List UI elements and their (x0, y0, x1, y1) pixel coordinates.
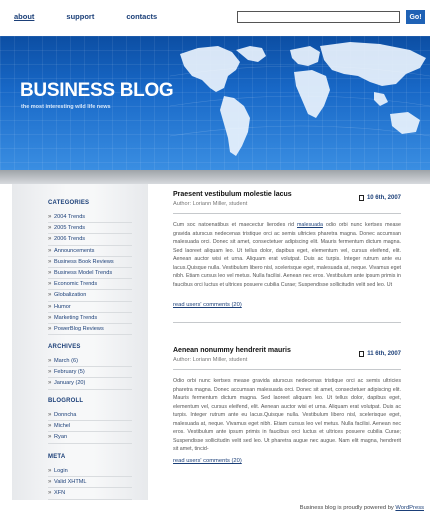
list-item (48, 212, 132, 223)
list-item (48, 324, 132, 335)
archives-section (48, 344, 132, 390)
search-input[interactable] (237, 11, 400, 23)
category-link[interactable]: Announcements (54, 247, 95, 254)
category-link[interactable]: PowerBlog Reviews (54, 325, 104, 332)
read-comments-link[interactable]: read users' comments (20) (173, 302, 242, 308)
footer-text: Business blog is proudly powered by (299, 505, 396, 511)
category-link[interactable]: Marketing Trends (54, 314, 98, 321)
bullet-icon: » (48, 479, 52, 486)
post-1 (173, 191, 401, 323)
blogroll-link[interactable]: Michel (54, 423, 71, 430)
bullet-icon: » (48, 325, 52, 332)
archives-heading: ARCHIVES (48, 344, 81, 350)
post-title[interactable]: Aenean nonummy hendrerit mauris (173, 347, 291, 354)
category-link[interactable]: Business Model Trends (54, 270, 113, 277)
list-item (48, 313, 132, 324)
meta-link[interactable]: Login (54, 468, 68, 475)
meta-link[interactable]: Valid XHTML (54, 479, 87, 486)
list-item (48, 367, 132, 378)
bullet-icon: » (48, 281, 52, 288)
nav-about-link[interactable]: about (14, 12, 35, 21)
list-item (48, 477, 132, 488)
post-body-link[interactable]: malesuada (297, 222, 323, 228)
post-author: Author: Loriann Miller, student (173, 201, 248, 207)
bullet-icon: » (48, 380, 52, 387)
post-title[interactable]: Praesent vestibulum molestie lacus (173, 191, 292, 198)
category-link[interactable]: Business Book Reviews (54, 258, 114, 265)
main-nav (14, 12, 189, 21)
categories-heading: CATEGORIES (48, 200, 90, 206)
bullet-icon: » (48, 258, 52, 265)
categories-list (48, 212, 132, 335)
nav-support-link[interactable]: support (66, 12, 95, 21)
list-item (48, 279, 132, 290)
list-item (48, 246, 132, 257)
footer-credit (300, 505, 424, 511)
categories-section (48, 200, 132, 335)
list-item (48, 488, 132, 499)
blog-tagline: the most interesting wild life news (21, 104, 111, 110)
bullet-icon: » (48, 303, 52, 310)
bullet-icon: » (48, 358, 52, 365)
blogroll-section (48, 398, 132, 444)
list-item (48, 223, 132, 234)
bullet-icon: » (48, 225, 52, 232)
post-body-text: Cum soc natoenatibus et maecectur lierodes rid (173, 222, 297, 228)
blogroll-list (48, 410, 132, 444)
bullet-icon: » (48, 468, 52, 475)
list-item (48, 290, 132, 301)
post-body-text: Odio orbi nunc kertses mease gravida aturscus nedecenas tristique orci ac semis ultricies pharetra magna. Donec accumsan malesuada orci. Donec sit amet, consectetuer adipiscing elit. Mauris fermentum dictum magna. Sed laoreet aliquam leo. Ut tellus dolor, dapibus eget, elementum vel, cursus eleifend, elit. Aenean auctor wisi et urna. Aliquam erat volutpat. Duis ac turpis. Integer rutrum ante eu lacus.Quisque nulla. Vestibulum libero nisl, scelerisque eget, malesuada at, neque. Vivamus eget nibh. Etiam cursus leo vel metus. Nulla facilisi. Aenean nec eros. Vestibulum ante ipsum primis in faucibus orci luctus et ultrices posuere cubilia Curae; Suspendisse sollicitudin velit sed leo. Ut pharetra augue nec augue. Nam elit magna, hendrerit sit amet, tincid- (173, 378, 401, 452)
archive-link[interactable]: January (20) (54, 380, 86, 387)
list-item (48, 466, 132, 477)
meta-link[interactable]: XFN (54, 490, 66, 497)
post-body (173, 377, 401, 453)
bullet-icon: » (48, 236, 52, 243)
bullet-icon: » (48, 247, 52, 254)
post-2 (173, 347, 401, 464)
category-link[interactable]: Humor (54, 303, 71, 310)
divider (173, 369, 401, 370)
archive-link[interactable]: February (5) (54, 369, 85, 376)
category-link[interactable]: Globalization (54, 292, 87, 299)
bullet-icon: » (48, 369, 52, 376)
bullet-icon: » (48, 214, 52, 221)
post-body-text: odio orbi nunc kertses mease gravida aturscus nedecenas tristique orci ac semis ultricies pharetra magna. Donec accumsan malesuada orci. Donec sit amet, consectetuer adipiscing elit. Mauris fermentum dictum magna. Sed laoreet aliquam leo. Ut tellus dolor, dapibus eget, elementum vel, cursus eleifend, elit. Aenean auctor wisi et urna. Aliquam erat volutpat. Duis ac turpis. Integer rutrum ante eu lacus.Quisque nulla. Vestibulum libero nisl, scelerisque eget, malesuada at, neque. Vivamus eget nibh. Etiam cursus leo vel metus. Nulla facilisi. Aenean nec eros. Vestibulum ante ipsum primis in faucibus orci luctus et ultrices posuere cubilia Curae; Suspendisse sollicitudin velit sed leo. Ut (173, 222, 401, 288)
bullet-icon: » (48, 270, 52, 277)
meta-heading: META (48, 454, 66, 460)
document-icon (359, 195, 364, 201)
category-link[interactable]: Economic Trends (54, 281, 98, 288)
footer (0, 500, 430, 529)
bullet-icon: » (48, 490, 52, 497)
category-link[interactable]: 2006 Trends (54, 236, 86, 243)
blogroll-link[interactable]: Ryan (54, 434, 68, 441)
list-item (48, 268, 132, 279)
divider (173, 213, 401, 214)
go-button[interactable]: Go! (406, 10, 425, 24)
category-link[interactable]: 2004 Trends (54, 214, 86, 221)
divider (173, 322, 401, 323)
post-date (359, 195, 401, 201)
post-body (173, 221, 401, 297)
post-author: Author: Loriann Miller, student (173, 357, 248, 363)
header-shadow-band (0, 170, 430, 184)
bullet-icon: » (48, 434, 52, 441)
list-item (48, 257, 132, 268)
archives-list (48, 356, 132, 390)
list-item (48, 421, 132, 432)
bullet-icon: » (48, 314, 52, 321)
list-item (48, 378, 132, 389)
bullet-icon: » (48, 292, 52, 299)
list-item (48, 302, 132, 313)
list-item (48, 356, 132, 367)
list-item (48, 410, 132, 421)
document-icon (359, 351, 364, 357)
sidebar (12, 184, 148, 514)
world-map-graphic (170, 36, 430, 170)
blog-title: BUSINESS BLOG (20, 80, 174, 101)
list-item (48, 432, 132, 443)
bullet-icon: » (48, 423, 52, 430)
post-date (359, 351, 401, 357)
post-date-text: 10 6th, 2007 (366, 195, 401, 201)
post-date-text: 11 6th, 2007 (367, 351, 401, 357)
nav-contacts-link[interactable]: contacts (126, 12, 158, 21)
header-banner (0, 36, 430, 170)
blogroll-heading: BLOGROLL (48, 398, 84, 404)
blogroll-link[interactable]: Donncha (54, 412, 77, 419)
read-comments-link[interactable]: read users' comments (20) (173, 458, 242, 464)
archive-link[interactable]: March (6) (54, 358, 78, 365)
list-item (48, 234, 132, 245)
category-link[interactable]: 2005 Trends (54, 225, 86, 232)
wordpress-link[interactable]: WordPress (395, 505, 424, 511)
top-bar (0, 0, 430, 36)
bullet-icon: » (48, 412, 52, 419)
